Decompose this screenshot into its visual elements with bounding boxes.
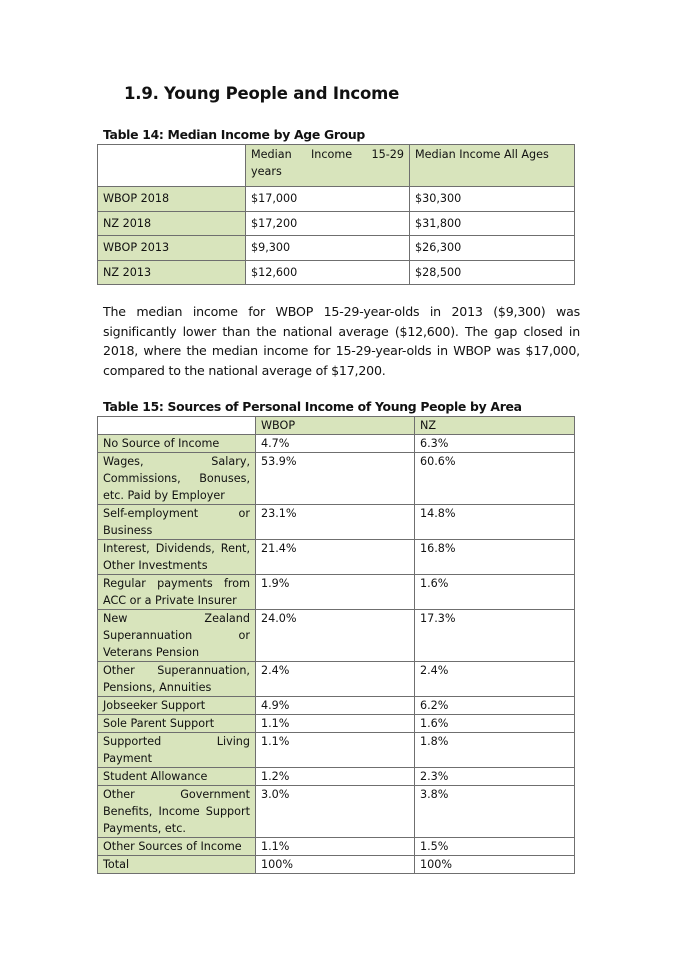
table-cell: 1.6% [415, 575, 575, 610]
row-label: Supported Living Payment [98, 733, 256, 768]
body-paragraph: The median income for WBOP 15-29-year-olds in 2013 ($9,300) was significantly lower than the national average ($12,600). The gap closed in 2018, where the median income for 15-29-year-olds in WBOP was $17,000, compared to the national average of $17,200. [103, 304, 580, 378]
table-row [98, 211, 575, 236]
table-cell: 23.1% [256, 505, 415, 540]
table-cell: 1.1% [256, 838, 415, 856]
table-cell: 6.3% [415, 435, 575, 453]
table-cell: 3.0% [256, 786, 415, 838]
table-cell: 100% [415, 856, 575, 874]
table14-median-income [97, 144, 575, 285]
table-row [98, 733, 575, 768]
table-cell: $30,300 [410, 187, 575, 212]
table14-header-cell: Median Income 15-29 years [246, 145, 410, 187]
table-cell: 4.9% [256, 697, 415, 715]
table-cell: 6.2% [415, 697, 575, 715]
table-cell: $28,500 [410, 260, 575, 285]
table-row [98, 662, 575, 697]
table-row [98, 786, 575, 838]
table-cell: 1.1% [256, 715, 415, 733]
row-label: NZ 2013 [98, 260, 246, 285]
table-row [98, 838, 575, 856]
table-cell: $12,600 [246, 260, 410, 285]
row-label: Other Sources of Income [98, 838, 256, 856]
table-row [98, 236, 575, 261]
table-cell: 1.8% [415, 733, 575, 768]
table-cell: 16.8% [415, 540, 575, 575]
table14-header-row [98, 145, 575, 187]
table15-header-row [98, 417, 575, 435]
table-row [98, 715, 575, 733]
table-cell: 4.7% [256, 435, 415, 453]
row-label: Wages, Salary, Commissions, Bonuses, etc. Paid by Employer [98, 453, 256, 505]
table15-header-cell: WBOP [256, 417, 415, 435]
row-label: Jobseeker Support [98, 697, 256, 715]
table-row [98, 768, 575, 786]
table-row [98, 187, 575, 212]
table-cell: 21.4% [256, 540, 415, 575]
table-cell: 1.9% [256, 575, 415, 610]
table15-income-sources [97, 416, 575, 874]
row-label: Regular payments from ACC or a Private Insurer [98, 575, 256, 610]
table-cell: 2.3% [415, 768, 575, 786]
table-cell: 3.8% [415, 786, 575, 838]
table15-caption: Table 15: Sources of Personal Income of Young People by Area [103, 399, 522, 414]
table14-header-cell: Median Income All Ages [410, 145, 575, 187]
table15-header-cell: NZ [415, 417, 575, 435]
table-cell: 100% [256, 856, 415, 874]
table-cell: $17,000 [246, 187, 410, 212]
table-cell: 24.0% [256, 610, 415, 662]
table-row [98, 260, 575, 285]
row-label: Interest, Dividends, Rent, Other Investments [98, 540, 256, 575]
row-label: Self-employment or Business [98, 505, 256, 540]
row-label: Student Allowance [98, 768, 256, 786]
row-label: Other Government Benefits, Income Support Payments, etc. [98, 786, 256, 838]
table15-body [98, 417, 575, 874]
table-cell: 1.2% [256, 768, 415, 786]
table-row [98, 856, 575, 874]
row-label: Other Superannuation, Pensions, Annuities [98, 662, 256, 697]
table-cell: 53.9% [256, 453, 415, 505]
table-row [98, 435, 575, 453]
row-label: Total [98, 856, 256, 874]
row-label: No Source of Income [98, 435, 256, 453]
table-cell: 14.8% [415, 505, 575, 540]
table-cell: 1.6% [415, 715, 575, 733]
table-row [98, 697, 575, 715]
table-cell: $31,800 [410, 211, 575, 236]
table-cell: $9,300 [246, 236, 410, 261]
section-number: 1.9. [124, 84, 159, 103]
table14-caption: Table 14: Median Income by Age Group [103, 127, 365, 142]
row-label: NZ 2018 [98, 211, 246, 236]
section-title: Young People and Income [164, 84, 400, 103]
section-heading [124, 84, 399, 103]
table-cell: 2.4% [415, 662, 575, 697]
table-row [98, 610, 575, 662]
table-cell: 1.1% [256, 733, 415, 768]
table14-header-cell [98, 145, 246, 187]
table-row [98, 453, 575, 505]
table-row [98, 505, 575, 540]
table-cell: $26,300 [410, 236, 575, 261]
row-label: WBOP 2018 [98, 187, 246, 212]
row-label: Sole Parent Support [98, 715, 256, 733]
table-cell: 1.5% [415, 838, 575, 856]
table-cell: 17.3% [415, 610, 575, 662]
table-cell: 60.6% [415, 453, 575, 505]
table-row [98, 540, 575, 575]
row-label: New Zealand Superannuation or Veterans Pension [98, 610, 256, 662]
row-label: WBOP 2013 [98, 236, 246, 261]
table-cell: 2.4% [256, 662, 415, 697]
table-cell: $17,200 [246, 211, 410, 236]
table15-header-cell [98, 417, 256, 435]
table-row [98, 575, 575, 610]
